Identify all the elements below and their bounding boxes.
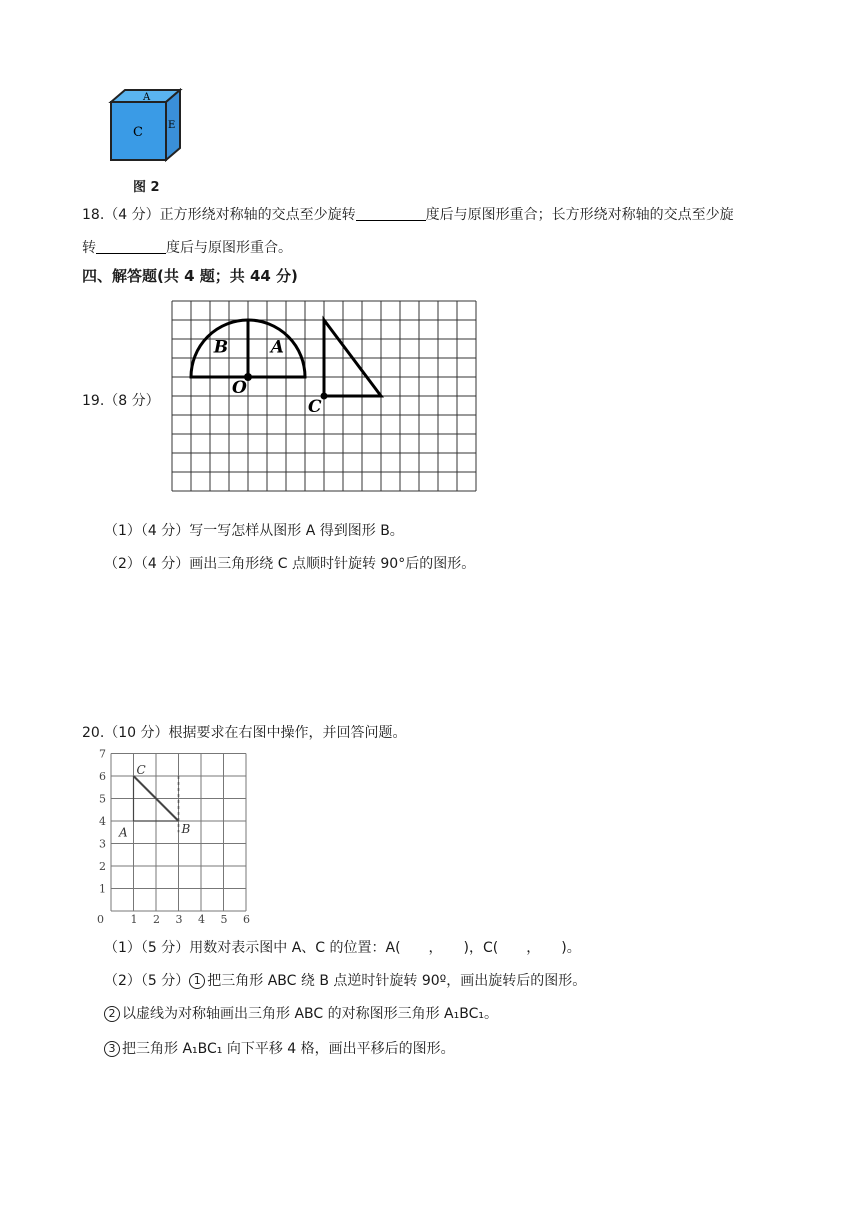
q20-sub2-text: 把三角形 ABC 绕 B 点逆时针旋转 90º，画出旋转后的图形。 bbox=[207, 973, 587, 989]
q18-line1 bbox=[82, 204, 734, 224]
circled-number-1: 1 bbox=[189, 973, 205, 989]
y-tick-label: 5 bbox=[99, 792, 106, 806]
q18-blank-2[interactable] bbox=[96, 239, 166, 254]
q20-sub3 bbox=[104, 1003, 498, 1023]
q20-sub4 bbox=[104, 1038, 455, 1058]
x-tick-label: 6 bbox=[243, 913, 250, 925]
x-tick-label: 4 bbox=[198, 913, 205, 925]
q18-line2-prefix: 转 bbox=[82, 240, 96, 256]
q18-suffix: 度后与原图形重合。 bbox=[166, 240, 292, 256]
q20-sub2-prefix: （2）（5 分） bbox=[104, 973, 190, 989]
q18-mid: 度后与原图形重合；长方形绕对称轴的交点至少旋 bbox=[425, 207, 734, 223]
q19-sub1: （1）（4 分）写一写怎样从图形 A 得到图形 B。 bbox=[104, 523, 404, 539]
y-tick-label: 4 bbox=[99, 815, 106, 828]
y-tick-label: 6 bbox=[99, 770, 106, 783]
label-b: B bbox=[181, 822, 191, 836]
q18-blank-1[interactable] bbox=[356, 206, 426, 221]
cube-label-side: E bbox=[168, 120, 176, 131]
x-tick-label: 1 bbox=[130, 913, 138, 925]
x-tick-label: 2 bbox=[153, 913, 160, 925]
circled-number-3: 3 bbox=[104, 1041, 120, 1057]
label-o: O bbox=[232, 378, 247, 398]
q19-label: 19.（8 分） bbox=[82, 393, 160, 409]
circled-number-2: 2 bbox=[104, 1006, 120, 1022]
q19-grid-figure bbox=[170, 299, 482, 499]
label-c: C bbox=[308, 397, 322, 417]
q20-label: 20.（10 分）根据要求在右图中操作，并回答问题。 bbox=[82, 725, 407, 741]
q19-grid-svg bbox=[170, 299, 482, 499]
cube-label-front: C bbox=[133, 125, 143, 140]
point-c bbox=[321, 393, 328, 400]
y-tick-label: 2 bbox=[99, 860, 106, 873]
q20-sub3-text: 以虚线为对称轴画出三角形 ABC 的对称图形三角形 A₁BC₁。 bbox=[122, 1006, 498, 1022]
q20-sub2 bbox=[104, 970, 586, 990]
label-c: C bbox=[136, 763, 146, 777]
y-tick-label: 1 bbox=[99, 882, 106, 896]
figure-2-caption: 图 2 bbox=[133, 180, 160, 195]
section-4-title: 四、解答题(共 4 题；共 44 分) bbox=[82, 267, 298, 285]
x-tick-label: 5 bbox=[220, 913, 228, 925]
q20-sub4-text: 把三角形 A₁BC₁ 向下平移 4 格，画出平移后的图形。 bbox=[122, 1041, 455, 1057]
q19-sub2: （2）（4 分）画出三角形绕 C 点顺时针旋转 90°后的图形。 bbox=[104, 556, 476, 572]
x-tick-label: 0 bbox=[97, 913, 104, 925]
y-tick-label: 3 bbox=[99, 837, 106, 851]
q18-line2 bbox=[82, 237, 292, 257]
label-b: B bbox=[213, 337, 229, 358]
x-tick-label: 3 bbox=[175, 913, 183, 925]
label-a: A bbox=[119, 825, 128, 840]
label-a: A bbox=[270, 337, 285, 358]
q20-grid-svg bbox=[96, 747, 256, 925]
q18-prefix: 18.（4 分）正方形绕对称轴的交点至少旋转 bbox=[82, 207, 356, 223]
q20-sub1: （1）（5 分）用数对表示图中 A、C 的位置：A( ， )，C( ， )。 bbox=[104, 940, 581, 956]
q20-grid-figure bbox=[96, 747, 256, 925]
y-tick-label: 7 bbox=[99, 747, 106, 761]
cube-label-top: A bbox=[143, 92, 151, 103]
